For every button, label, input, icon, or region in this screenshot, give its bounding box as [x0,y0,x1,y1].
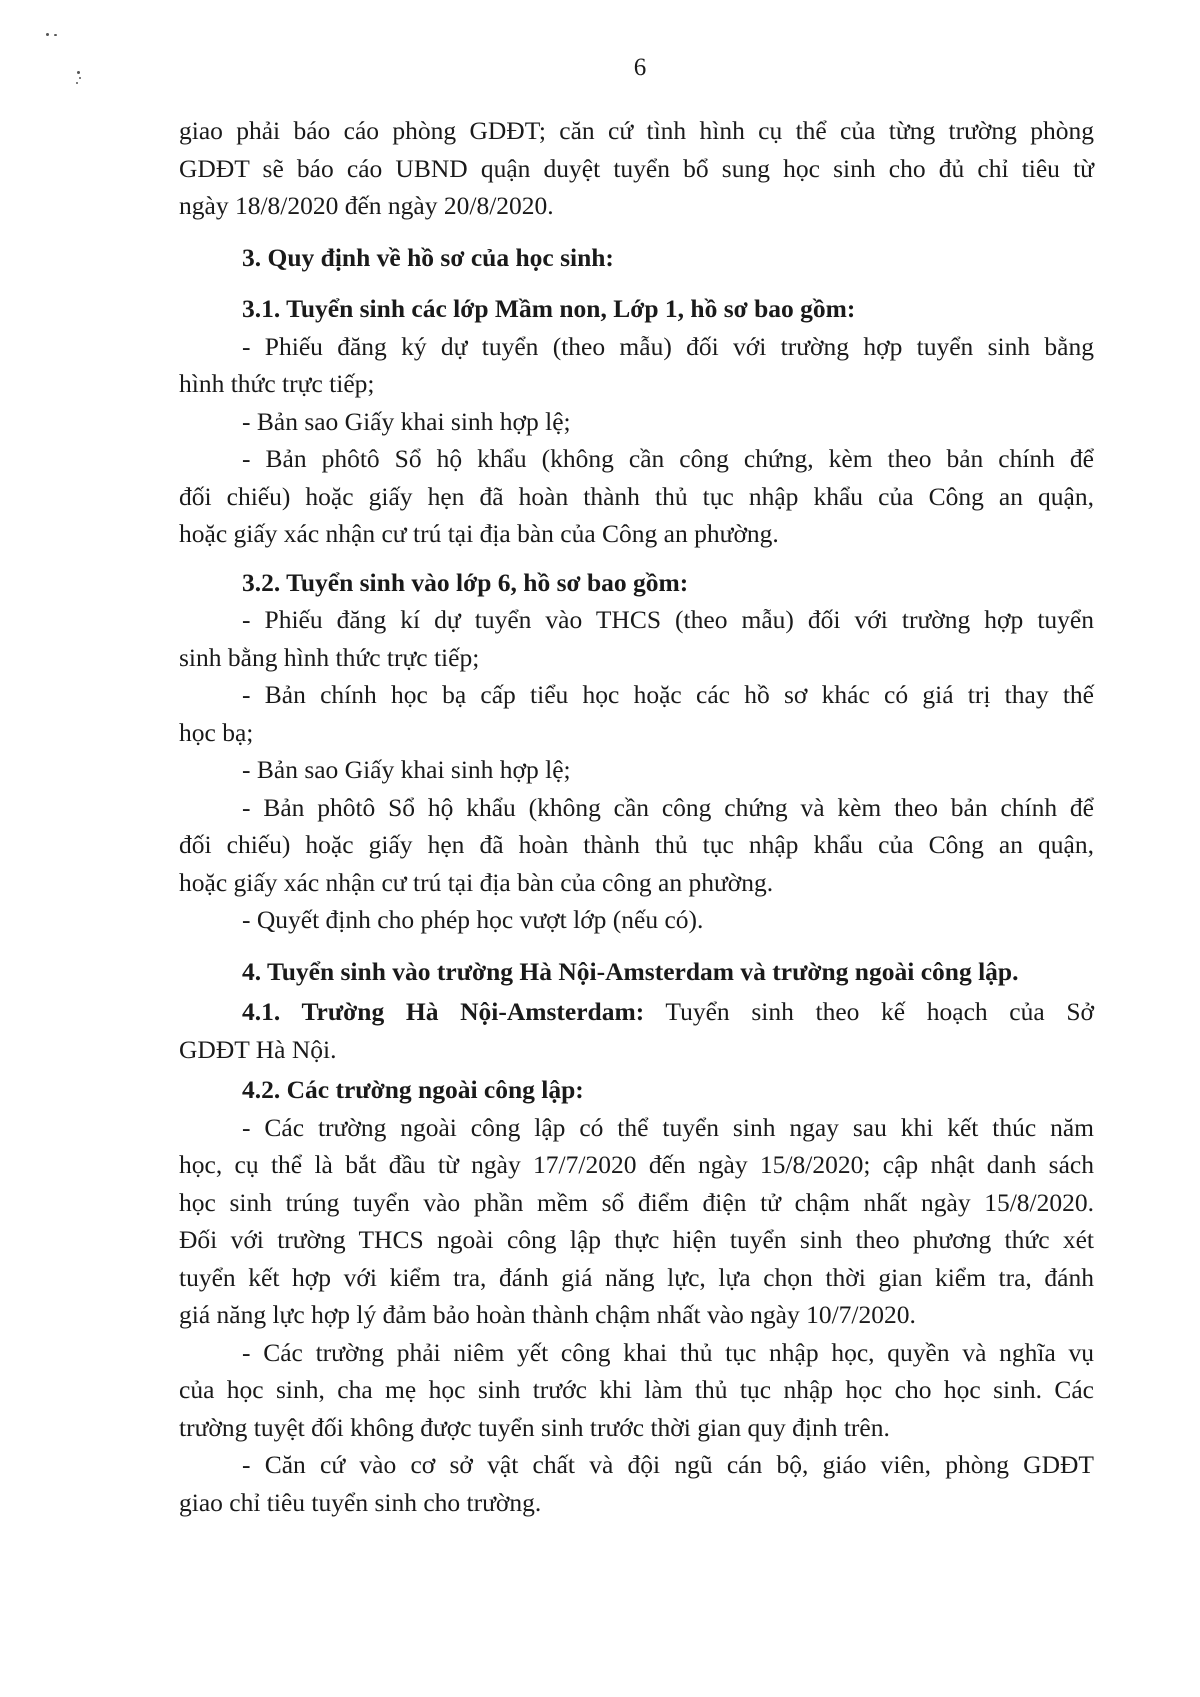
text-line: - Phiếu đăng ký dự tuyển (theo mẫu) đối với trường hợp tuyển sinh bằng [242,331,1094,361]
list-item [179,789,1094,902]
list-item [179,1109,1094,1334]
scan-speck [54,34,57,36]
text-line: - Bản sao Giấy khai sinh hợp lệ; [242,406,571,436]
text-line: trường tuyệt đối không được tuyển sinh trước thời gian quy định trên. [179,1412,890,1442]
text-line: đối chiếu) hoặc giấy hẹn đã hoàn thành thủ tục nhập khẩu của Công an quận, [179,481,1094,511]
text-line: GDĐT Hà Nội. [179,1034,337,1064]
text-line: - Bản sao Giấy khai sinh hợp lệ; [242,755,571,784]
text-line: ngày 18/8/2020 đến ngày 20/8/2020. [179,191,554,220]
list-item [179,1446,1094,1521]
text-line: sinh bằng hình thức trực tiếp; [179,642,480,672]
text-line: học, cụ thể là bắt đầu từ ngày 17/7/2020 đến ngày 15/8/2020; cập nhật danh sách [179,1150,1094,1179]
scan-speck [76,82,78,84]
subsection-label: 4.1. Trường Hà Nội-Amsterdam: [242,997,645,1026]
section-heading-3-2: 3.2. Tuyển sinh vào lớp 6, hồ sơ bao gồm: [242,567,689,597]
list-item [179,676,1094,751]
text-line: - Căn cứ vào cơ sở vật chất và đội ngũ cán bộ, giáo viên, phòng GDĐT [242,1450,1094,1479]
text-line: hoặc giấy xác nhận cư trú tại địa bàn của Công an phường. [179,519,779,548]
subsection-4-1 [179,993,1094,1068]
text-line: Đối với trường THCS ngoài công lập thực hiện tuyển sinh theo phương thức xét [179,1225,1094,1254]
scan-speck [46,33,49,36]
text-line: hình thức trực tiếp; [179,369,375,398]
page-number: 6 [633,54,647,81]
section-heading-3: 3. Quy định về hồ sơ của học sinh: [242,242,614,272]
list-item [179,1334,1094,1447]
document-body [179,112,1094,1521]
list-item [179,328,1094,403]
text-line: GDĐT sẽ báo cáo UBND quận duyệt tuyển bổ sung học sinh cho đủ chỉ tiêu từ [179,153,1094,183]
continuation-paragraph [179,112,1094,225]
section-heading-4: 4. Tuyển sinh vào trường Hà Nội-Amsterdam và trường ngoài công lập. [242,956,1019,986]
text-line: giá năng lực hợp lý đảm bảo hoàn thành chậm nhất vào ngày 10/7/2020. [179,1300,916,1329]
list-item [179,751,1094,789]
text-line: - Phiếu đăng kí dự tuyển vào THCS (theo mẫu) đối với trường hợp tuyển [242,605,1094,634]
subsection-text: Tuyển sinh theo kế hoạch của Sở [644,997,1094,1026]
text-line: của học sinh, cha mẹ học sinh trước khi làm thủ tục nhập học cho học sinh. Các [179,1375,1094,1404]
text-line: giao phải báo cáo phòng GDĐT; căn cứ tình hình cụ thể của từng trường phòng [179,116,1094,145]
text-line: - Các trường ngoài công lập có thể tuyển sinh ngay sau khi kết thúc năm [242,1112,1094,1142]
section-heading-3-1: 3.1. Tuyển sinh các lớp Mầm non, Lớp 1, hồ sơ bao gồm: [242,294,856,323]
text-line: tuyển kết hợp với kiểm tra, đánh giá năng lực, lựa chọn thời gian kiểm tra, đánh [179,1262,1094,1292]
text-line: hoặc giấy xác nhận cư trú tại địa bàn của công an phường. [179,867,774,897]
list-item [179,403,1094,441]
list-item [179,440,1094,553]
text-line: đối chiếu) hoặc giấy hẹn đã hoàn thành thủ tục nhập khẩu của Công an quận, [179,830,1094,859]
section-heading-4-2: 4.2. Các trường ngoài công lập: [242,1075,584,1104]
list-item [179,601,1094,676]
text-line: học sinh trúng tuyển vào phần mềm sổ điểm điện tử chậm nhất ngày 15/8/2020. [179,1187,1094,1217]
text-line: giao chỉ tiêu tuyển sinh cho trường. [179,1487,542,1517]
text-line: - Bản chính học bạ cấp tiểu học hoặc các hồ sơ khác có giá trị thay thế [242,680,1094,709]
text-line: - Các trường phải niêm yết công khai thủ tục nhập học, quyền và nghĩa vụ [242,1337,1094,1367]
text-line: - Bản phôtô Sổ hộ khẩu (không cần công chứng, kèm theo bản chính để [242,444,1094,473]
text-line: học bạ; [179,717,254,747]
text-line [179,993,1094,1031]
list-item [179,901,1094,939]
text-line: - Bản phôtô Sổ hộ khẩu (không cần công chứng và kèm theo bản chính để [242,792,1094,822]
text-line: - Quyết định cho phép học vượt lớp (nếu có). [242,905,704,934]
